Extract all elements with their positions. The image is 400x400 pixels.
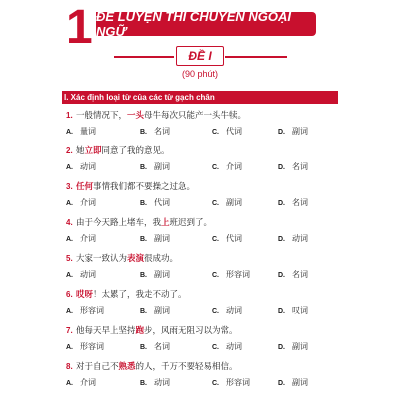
- option-b[interactable]: B. 名词: [140, 127, 170, 136]
- option-d[interactable]: D. 动词: [278, 234, 308, 243]
- exam-line-left: [114, 56, 174, 58]
- option-b[interactable]: B. 动词: [140, 378, 170, 387]
- highlighted-word: 熟悉: [118, 362, 136, 372]
- options-row: [66, 305, 366, 317]
- option-d[interactable]: D. 名词: [278, 162, 308, 171]
- question-6: [66, 289, 366, 317]
- options-row: [66, 341, 366, 353]
- header-title-bar: ĐỀ LUYỆN THI CHUYÊN NGOẠI NGỮ: [96, 12, 316, 36]
- question-1: [66, 110, 366, 138]
- options-row: [66, 197, 366, 209]
- option-b[interactable]: B. 名词: [140, 342, 170, 351]
- option-a[interactable]: A. 介词: [66, 234, 96, 243]
- question-text: [66, 361, 366, 372]
- question-text-pre: 由于今天路上堵车，我: [76, 218, 162, 228]
- question-number: 8.: [66, 362, 73, 371]
- highlighted-word: 跑: [135, 326, 145, 336]
- question-number: 2.: [66, 146, 73, 155]
- option-c[interactable]: C. 形容词: [212, 270, 250, 279]
- question-text-post: 同意了我的意见。: [101, 146, 170, 156]
- question-text-pre: 他每天早上坚持: [76, 326, 136, 336]
- question-text: [66, 110, 366, 121]
- option-c[interactable]: C. 动词: [212, 306, 242, 315]
- option-d[interactable]: D. 副词: [278, 127, 308, 136]
- question-text-post: 步，风雨无阻习以为常。: [144, 326, 238, 336]
- exam-label: ĐỀ I: [176, 46, 224, 66]
- question-number: 4.: [66, 218, 73, 227]
- option-b[interactable]: B. 副词: [140, 306, 170, 315]
- exam-line-right: [225, 56, 287, 58]
- question-number: 7.: [66, 326, 73, 335]
- option-a[interactable]: A. 形容词: [66, 342, 104, 351]
- option-a[interactable]: A. 介词: [66, 198, 96, 207]
- question-text-post: 事情我们都不要操之过急。: [93, 182, 196, 192]
- option-a[interactable]: A. 动词: [66, 270, 96, 279]
- options-row: [66, 269, 366, 281]
- option-c[interactable]: C. 副词: [212, 198, 242, 207]
- option-b[interactable]: B. 代词: [140, 198, 170, 207]
- question-5: [66, 253, 366, 281]
- option-a[interactable]: A. 形容词: [66, 306, 104, 315]
- highlighted-word: 一头: [127, 111, 145, 121]
- options-row: [66, 377, 366, 389]
- question-text-post: 的人，千万不要轻易相信。: [135, 362, 238, 372]
- question-2: [66, 145, 366, 173]
- option-b[interactable]: B. 副词: [140, 270, 170, 279]
- question-text-post: 母牛每次只能产一头牛犊。: [144, 111, 247, 121]
- question-8: [66, 361, 366, 389]
- section-title: I. Xác định loại từ của các từ gạch chân: [62, 91, 338, 104]
- highlighted-word: 表演: [127, 254, 145, 264]
- question-4: [66, 217, 366, 245]
- option-c[interactable]: C. 代词: [212, 127, 242, 136]
- option-a[interactable]: A. 介词: [66, 378, 96, 387]
- option-d[interactable]: D. 名词: [278, 270, 308, 279]
- question-number: 6.: [66, 290, 73, 299]
- options-row: [66, 233, 366, 245]
- option-d[interactable]: D. 副词: [278, 378, 308, 387]
- option-c[interactable]: C. 代词: [212, 234, 242, 243]
- exam-duration: (90 phút): [181, 69, 219, 79]
- question-number: 1.: [66, 111, 73, 120]
- question-text-pre: 对于自己不: [76, 362, 119, 372]
- question-text: [66, 289, 366, 300]
- options-row: [66, 161, 366, 173]
- question-number: 5.: [66, 254, 73, 263]
- question-text-post: 很成功。: [144, 254, 179, 264]
- option-c[interactable]: C. 动词: [212, 342, 242, 351]
- question-text: [66, 217, 366, 228]
- question-text-pre: 大家一致认为: [76, 254, 128, 264]
- chapter-number: 1: [66, 1, 93, 54]
- question-text-post: 班迟到了。: [169, 218, 213, 228]
- option-c[interactable]: C. 形容词: [212, 378, 250, 387]
- options-row: [66, 126, 366, 138]
- question-7: [66, 325, 366, 353]
- question-text: [66, 145, 366, 156]
- option-d[interactable]: D. 名词: [278, 198, 308, 207]
- option-a[interactable]: A. 动词: [66, 162, 96, 171]
- option-d[interactable]: D. 副词: [278, 342, 308, 351]
- option-c[interactable]: C. 介词: [212, 162, 242, 171]
- question-text: [66, 325, 366, 336]
- question-text: [66, 253, 366, 264]
- question-text-pre: 她: [76, 146, 85, 156]
- question-number: 3.: [66, 182, 73, 191]
- highlighted-word: 上: [161, 218, 170, 228]
- option-b[interactable]: B. 副词: [140, 234, 170, 243]
- highlighted-word: 任何: [76, 182, 94, 192]
- highlighted-word: 立即: [84, 146, 102, 156]
- question-text: [66, 181, 366, 192]
- highlighted-word: 哎呀: [76, 290, 94, 300]
- question-text-post: ！太累了，我走不动了。: [93, 290, 187, 300]
- question-3: [66, 181, 366, 209]
- option-a[interactable]: A. 量词: [66, 127, 96, 136]
- question-text-pre: 一般情况下，: [76, 111, 128, 121]
- option-d[interactable]: D. 叹词: [278, 306, 308, 315]
- option-b[interactable]: B. 副词: [140, 162, 170, 171]
